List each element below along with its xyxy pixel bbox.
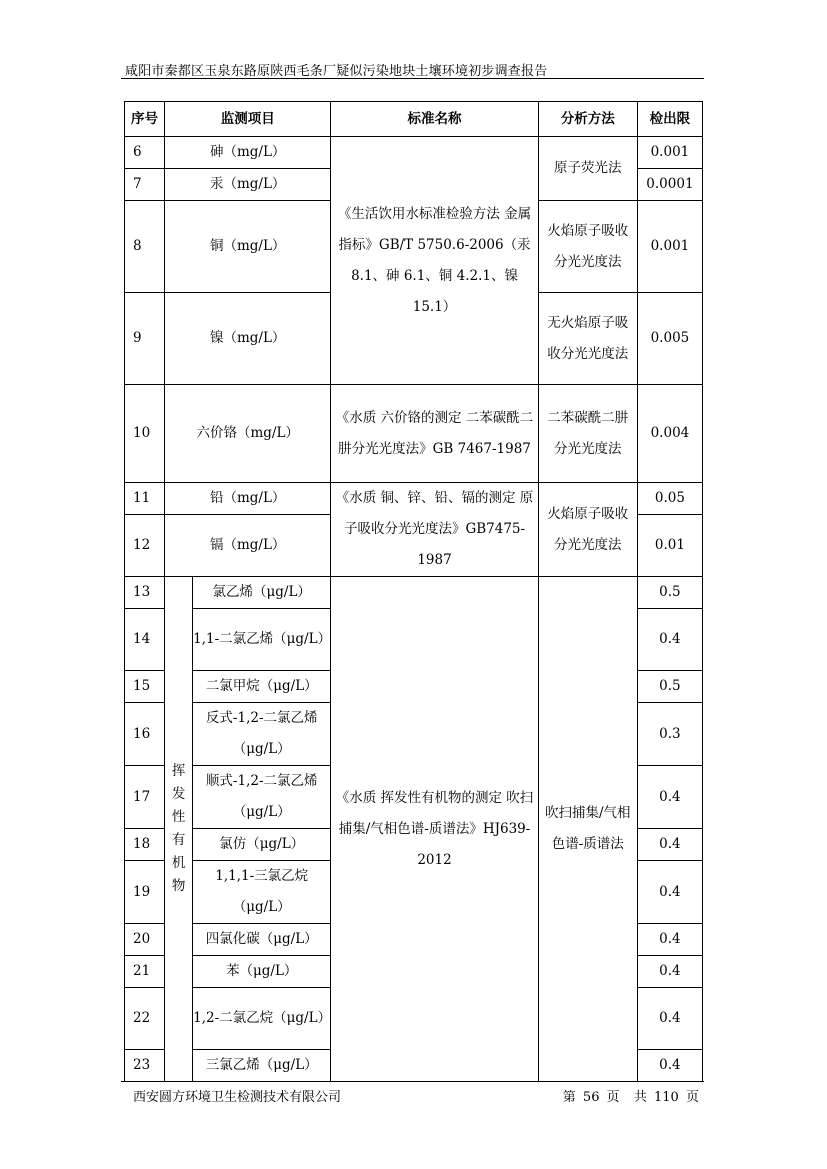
row-limit: 0.3 <box>637 703 702 766</box>
row-no: 17 <box>125 766 165 829</box>
row-no: 23 <box>125 1050 165 1082</box>
page-mid: 页 共 <box>606 1090 647 1105</box>
row-item: 二氯甲烷（μg/L） <box>193 671 331 703</box>
row-item: 四氯化碳（μg/L） <box>193 924 331 956</box>
row-item: 汞（mg/L） <box>165 169 331 201</box>
row-no: 18 <box>125 829 165 861</box>
row-limit: 0.4 <box>637 609 702 671</box>
row-item: 铅（mg/L） <box>165 483 331 515</box>
monitoring-standards-table <box>124 101 703 1082</box>
standard-pb-cd: 《水质 铜、锌、铅、镉的测定 原子吸收分光光度法》GB7475-1987 <box>331 483 538 577</box>
running-header: 咸阳市秦都区玉泉东路原陕西毛条厂疑似污染地块土壤环境初步调查报告 <box>125 64 548 79</box>
table-row <box>125 577 703 609</box>
row-item: 顺式-1,2-二氯乙烯（μg/L） <box>193 766 331 829</box>
method-flame-aas: 火焰原子吸收分光光度法 <box>538 201 637 293</box>
row-no: 16 <box>125 703 165 766</box>
header-item: 监测项目 <box>165 102 331 137</box>
row-item: 反式-1,2-二氯乙烯（μg/L） <box>193 703 331 766</box>
header-method: 分析方法 <box>538 102 637 137</box>
row-no: 9 <box>125 293 165 385</box>
row-no: 10 <box>125 385 165 483</box>
page-total: 110 <box>654 1090 679 1105</box>
table-row <box>125 483 703 515</box>
row-limit: 0.4 <box>637 956 702 988</box>
row-limit: 0.5 <box>637 577 702 609</box>
method-graphite-aas: 无火焰原子吸收分光光度法 <box>538 293 637 385</box>
category-voc <box>165 577 193 1082</box>
row-limit: 0.4 <box>637 861 702 924</box>
row-limit: 0.4 <box>637 1050 702 1082</box>
row-no: 8 <box>125 201 165 293</box>
row-item: 六价铬（mg/L） <box>165 385 331 483</box>
header-rule <box>121 78 704 79</box>
standard-metals: 《生活饮用水标准检验方法 金属指标》GB/T 5750.6-2006（汞 8.1、砷 6.1、铜 4.2.1、镍 15.1） <box>331 137 538 385</box>
row-no: 12 <box>125 515 165 577</box>
page-number <box>563 1086 699 1105</box>
row-item: 1,1,1-三氯乙烷（μg/L） <box>193 861 331 924</box>
row-item: 苯（μg/L） <box>193 956 331 988</box>
row-item: 1,2-二氯乙烷（μg/L） <box>193 988 331 1050</box>
row-item: 三氯乙烯（μg/L） <box>193 1050 331 1082</box>
row-limit: 0.5 <box>637 671 702 703</box>
row-limit: 0.005 <box>637 293 702 385</box>
row-no: 13 <box>125 577 165 609</box>
row-no: 7 <box>125 169 165 201</box>
row-no: 19 <box>125 861 165 924</box>
row-limit: 0.0001 <box>637 169 702 201</box>
row-limit: 0.001 <box>637 201 702 293</box>
row-item: 砷（mg/L） <box>165 137 331 169</box>
table-row <box>125 137 703 169</box>
page-suffix: 页 <box>685 1090 699 1105</box>
row-item: 氯仿（μg/L） <box>193 829 331 861</box>
row-no: 11 <box>125 483 165 515</box>
method-dpc: 二苯碳酰二肼分光光度法 <box>538 385 637 483</box>
footer-company: 西安圆方环境卫生检测技术有限公司 <box>133 1090 342 1105</box>
row-item: 氯乙烯（μg/L） <box>193 577 331 609</box>
standard-voc: 《水质 挥发性有机物的测定 吹扫捕集/气相色谱-质谱法》HJ639-2012 <box>331 577 538 1082</box>
row-no: 15 <box>125 671 165 703</box>
row-no: 20 <box>125 924 165 956</box>
table-header-row <box>125 102 703 137</box>
row-no: 21 <box>125 956 165 988</box>
method-gcms: 吹扫捕集/气相色谱-质谱法 <box>538 577 637 1082</box>
row-limit: 0.4 <box>637 988 702 1050</box>
page-no: 56 <box>582 1090 600 1105</box>
row-item: 镍（mg/L） <box>165 293 331 385</box>
row-limit: 0.05 <box>637 483 702 515</box>
row-item: 镉（mg/L） <box>165 515 331 577</box>
standard-chromium: 《水质 六价铬的测定 二苯碳酰二肼分光光度法》GB 7467-1987 <box>331 385 538 483</box>
page-prefix: 第 <box>562 1090 576 1105</box>
method-flame-aas-2: 火焰原子吸收分光光度法 <box>538 483 637 577</box>
header-standard: 标准名称 <box>331 102 538 137</box>
header-no: 序号 <box>125 102 165 137</box>
row-limit: 0.004 <box>637 385 702 483</box>
row-limit: 0.01 <box>637 515 702 577</box>
row-no: 22 <box>125 988 165 1050</box>
row-no: 14 <box>125 609 165 671</box>
method-afs: 原子荧光法 <box>538 137 637 201</box>
row-limit: 0.4 <box>637 924 702 956</box>
row-item: 铜（mg/L） <box>165 201 331 293</box>
row-limit: 0.001 <box>637 137 702 169</box>
header-limit: 检出限 <box>637 102 702 137</box>
row-no: 6 <box>125 137 165 169</box>
row-limit: 0.4 <box>637 766 702 829</box>
category-voc-label: 挥发性有机物 <box>171 763 186 894</box>
footer-rule <box>121 1081 704 1082</box>
row-item: 1,1-二氯乙烯（μg/L） <box>193 609 331 671</box>
table-row <box>125 385 703 483</box>
row-limit: 0.4 <box>637 829 702 861</box>
